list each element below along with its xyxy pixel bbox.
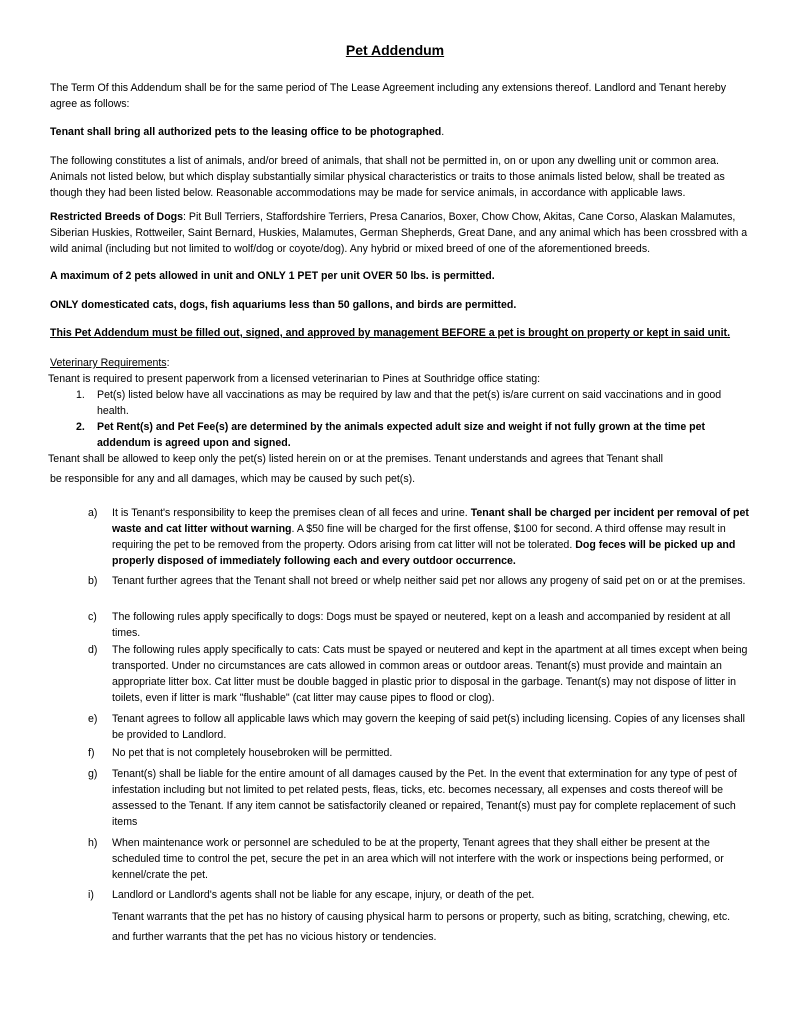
- rule-d: [70, 642, 750, 706]
- rule-text: [112, 505, 750, 569]
- photo-notice: [50, 124, 750, 140]
- rule-a: [70, 505, 750, 569]
- rule-label: i): [88, 889, 94, 901]
- veterinary-intro: Tenant is required to present paperwork from a licensed veterinarian to Pines at Southridge office stating:: [48, 373, 541, 385]
- rule-text: The following rules apply specifically to dogs: Dogs must be spayed or neutered, kept on a leash and accompanied by resident at all times.: [112, 611, 731, 639]
- rule-text: Tenant warrants that the pet has no history of causing physical harm to persons or property, such as biting, scratching, chewing, etc. and further warrants that the pet has no vicious history or tendencies.: [112, 911, 731, 943]
- rule-label: a): [88, 507, 98, 519]
- restricted-animals-paragraph: The following constitutes a list of animals, and/or breed of animals, that shall not be permitted in, on or upon any dwelling unit or common area. Animals not listed below, but which display substantially similar physical characteristics or traits to those animals listed below, shall be treated as though they had been listed below. Reasonable accommodations may be made for service animals, in accordance with applicable laws.: [50, 155, 725, 199]
- rule-label: h): [88, 837, 98, 849]
- vet-item-text: Pet(s) listed below have all vaccinations as may be required by law and that the pet(s) is/are current on said vaccinations and in good health.: [97, 389, 722, 417]
- rule-i: [70, 887, 750, 903]
- veterinary-heading-colon: :: [166, 357, 170, 369]
- rule-b: [70, 573, 750, 589]
- document-title: Pet Addendum: [345, 42, 445, 58]
- approval-notice: This Pet Addendum must be filled out, signed, and approved by management BEFORE a pet is brought on property or kept in said unit.: [50, 327, 731, 339]
- restricted-breeds-text: : Pit Bull Terriers, Staffordshire Terriers, Presa Canarios, Boxer, Chow Chow, Akitas, Cane Corso, Alaskan Malamutes, Siberian Huskies, Rottweiler, Saint Bernard, Huskies, Malamutes, German Shepherds, Great Dane, and any animal which has been crossbred with a wild animal (including but not limited to wolf/dog or coyote/dog). Any hybrid or mixed breed of one of the aforementioned breeds.: [50, 211, 748, 255]
- rule-text: Tenant further agrees that the Tenant shall not breed or whelp neither said pet nor allows any progeny of said pet on or at the premises.: [112, 575, 746, 587]
- rule-label: e): [88, 713, 98, 725]
- rule-a-part-4: Dog feces will be picked up and properly disposed of immediately following each and every outdoor occurrence.: [112, 539, 736, 567]
- rule-label: g): [88, 768, 98, 780]
- vet-item-2: [62, 419, 752, 451]
- rule-e: [70, 711, 750, 743]
- photo-notice-text: Tenant shall bring all authorized pets to the leasing office to be photographed: [50, 126, 442, 138]
- vet-item-1: [62, 387, 752, 419]
- rule-i-continuation: [70, 907, 750, 947]
- rule-text: The following rules apply specifically to cats: Cats must be spayed or neutered and kept in the apartment at all times except when being transported. Under no circumstances are cats allowed in common areas or outdoor areas. Tenant(s) must provide and maintain an appropriate litter box. Cat litter must be double bagged in plastic prior to disposal in the garbage. Tenant(s) may not dispose of litter in toilets, even if litter is mark "flushable" (cat litter may cause pipes to flood or clog).: [112, 644, 748, 704]
- intro-paragraph: The Term Of this Addendum shall be for the same period of The Lease Agreement including any extensions thereof. Landlord and Tenant hereby agree as follows:: [50, 82, 727, 110]
- rule-a-part-3: . A $50 fine will be charged for the first offense, $100 for second. A third offense may result in requiring the pet to be removed from the property. Odors arising from cat litter will not be tolerated.: [112, 523, 726, 551]
- photo-notice-period: .: [441, 126, 445, 138]
- rule-label: f): [88, 747, 95, 759]
- rule-f: [70, 745, 750, 761]
- vet-item-number: 1.: [76, 389, 85, 401]
- max-pets-notice: A maximum of 2 pets allowed in unit and ONLY 1 PET per unit OVER 50 lbs. is permitted.: [50, 270, 495, 282]
- veterinary-heading-text: Veterinary Requirements: [50, 357, 167, 369]
- domestic-animals-notice: ONLY domesticated cats, dogs, fish aquariums less than 50 gallons, and birds are permitted.: [50, 299, 517, 311]
- restricted-breeds-label: Restricted Breeds of Dogs: [50, 211, 184, 223]
- rule-a-part-2: Tenant shall be charged per incident per removal of pet waste and cat litter without warning: [112, 507, 749, 535]
- rule-label: c): [88, 611, 97, 623]
- rule-a-part-1: It is Tenant's responsibility to keep the premises clean of all feces and urine.: [112, 507, 471, 519]
- rule-c: [70, 609, 750, 641]
- restricted-breeds-paragraph: [50, 209, 750, 257]
- rule-text: Tenant agrees to follow all applicable laws which may govern the keeping of said pet(s) including licensing. Copies of any licenses shall be provided to Landlord.: [112, 713, 746, 741]
- vet-item-text: Pet Rent(s) and Pet Fee(s) are determined by the animals expected adult size and weight if not fully grown at the time pet addendum is agreed upon and signed.: [97, 421, 706, 449]
- keep-pets-line-1: Tenant shall be allowed to keep only the pet(s) listed herein on or at the premises. Tenant understands and agrees that Tenant shall: [48, 453, 664, 465]
- rule-text: When maintenance work or personnel are scheduled to be at the property, Tenant agrees that they shall either be present at the scheduled time to control the pet, secure the pet in an area which will not interfere with the work or inspections being performed, or kennel/crate the pet.: [112, 837, 724, 881]
- vet-item-number: 2.: [76, 421, 85, 433]
- rule-h: [70, 835, 750, 883]
- rule-text: Tenant(s) shall be liable for the entire amount of all damages caused by the Pet. In the event that extermination for any type of pest of infestation including but not limited to pet related pests, fleas, ticks, etc. becomes necessary, all expenses and costs thereof will be assessed to the Tenant. If any item cannot be satisfactorily cleaned or repaired, Tenant(s) must pay for complete replacement of such items: [112, 768, 737, 828]
- rule-text: Landlord or Landlord's agents shall not be liable for any escape, injury, or death of the pet.: [112, 889, 535, 901]
- rule-label: d): [88, 644, 98, 656]
- rule-text: No pet that is not completely housebroken will be permitted.: [112, 747, 393, 759]
- keep-pets-line-2: be responsible for any and all damages, which may be caused by such pet(s).: [50, 473, 416, 485]
- rule-label: b): [88, 575, 98, 587]
- veterinary-heading: [50, 355, 750, 371]
- rule-g: [70, 766, 750, 830]
